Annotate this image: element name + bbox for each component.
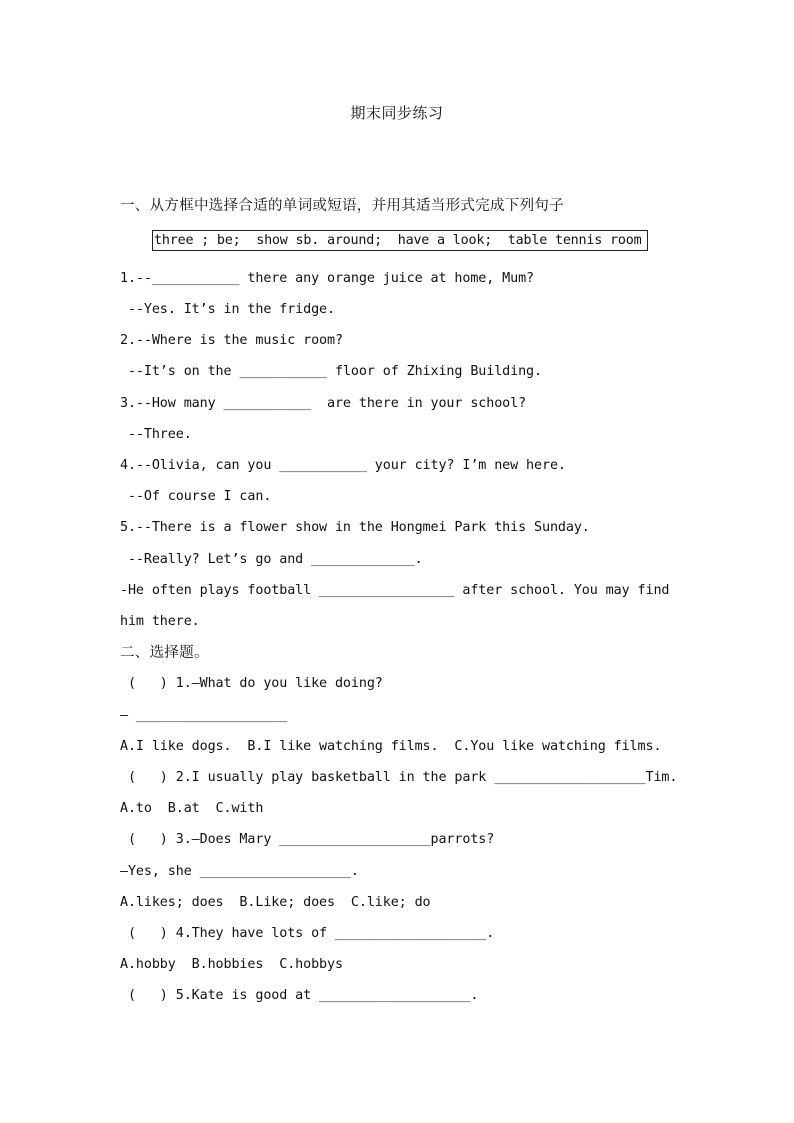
answer-line: --Of course I can. <box>120 489 272 504</box>
question-line: 5.--There is a flower show in the Hongmei Park this Sunday. <box>120 520 590 535</box>
question-line: 1.--___________ there any orange juice at home, Mum? <box>120 271 535 286</box>
question-line: him there. <box>120 614 200 629</box>
answer-line: --Yes. It’s in the fridge. <box>120 302 335 317</box>
section-1-heading: 一、从方框中选择合适的单词或短语，并用其适当形式完成下列句子 <box>120 198 564 214</box>
question-line: 2.--Where is the music room? <box>120 333 343 348</box>
choice-options: A.hobby B.hobbies C.hobbys <box>120 957 343 972</box>
section-2-heading: 二、选择题。 <box>120 645 209 661</box>
answer-line: --Three. <box>120 427 192 442</box>
choice-question: ( ) 5.Kate is good at ___________________. <box>120 988 479 1003</box>
choice-question: ( ) 4.They have lots of ___________________. <box>120 926 495 941</box>
choice-question: ( ) 1.—What do you like doing? <box>120 676 383 691</box>
choice-question: ( ) 2.I usually play basketball in the park ___________________Tim. <box>120 770 678 785</box>
choice-options: A.to B.at C.with <box>120 801 264 816</box>
question-line: -He often plays football _________________ after school. You may find <box>120 583 670 598</box>
answer-line: --Really? Let’s go and _____________. <box>120 552 423 567</box>
choice-options: A.I like dogs. B.I like watching films. C.You like watching films. <box>120 739 662 754</box>
word-box: three ; be; show sb. around; have a look; table tennis room <box>152 230 648 251</box>
choice-options: A.likes; does B.Like; does C.like; do <box>120 895 431 910</box>
choice-question: ( ) 3.—Does Mary ___________________parrots? <box>120 832 495 847</box>
answer-line: —Yes, she ___________________. <box>120 864 359 879</box>
question-line: 4.--Olivia, can you ___________ your city? I’m new here. <box>120 458 566 473</box>
answer-line: — ___________________ <box>120 708 288 723</box>
page-title: 期末同步练习 <box>350 104 444 122</box>
answer-line: --It’s on the ___________ floor of Zhixing Building. <box>120 364 542 379</box>
question-line: 3.--How many ___________ are there in your school? <box>120 396 527 411</box>
